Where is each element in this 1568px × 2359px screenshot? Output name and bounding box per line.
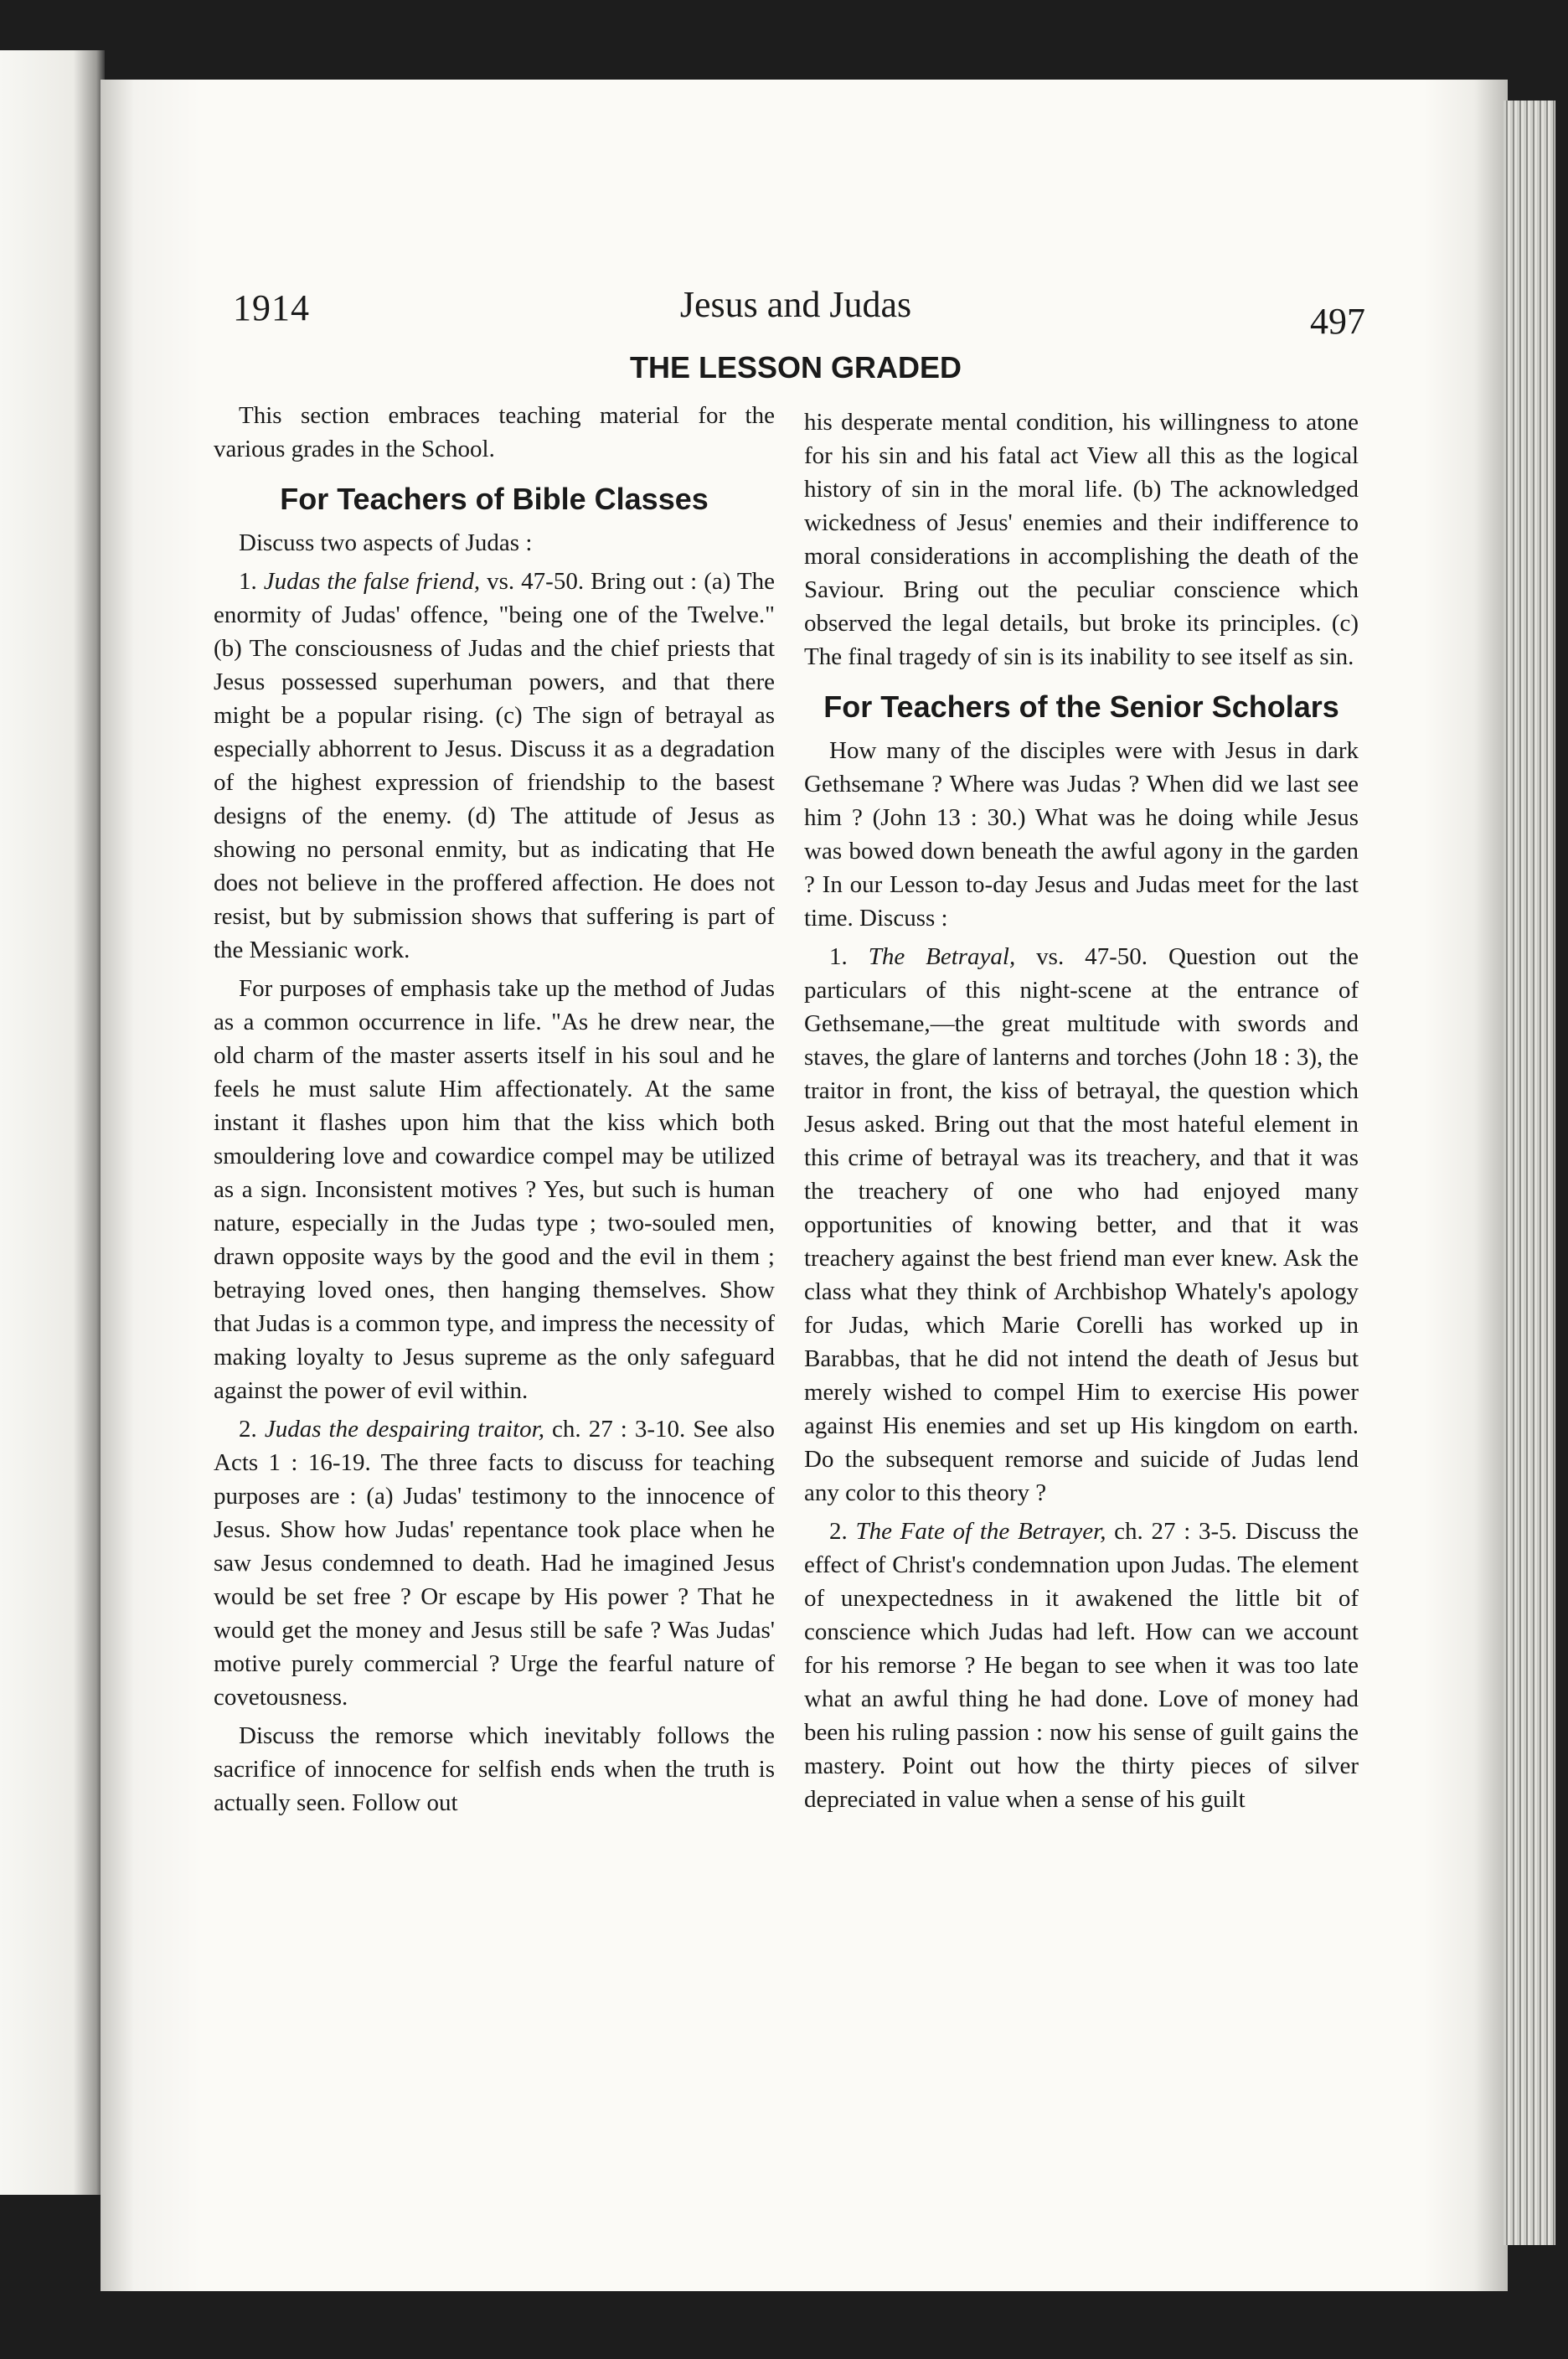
paragraph: 1. The Betrayal, vs. 47-50. Question out the particulars of this night-scene at the entrance of Gethsemane,—the great multitude with swords and staves, the glare of lanterns and torches (John 18 : 3), the traitor in front, the kiss of betrayal, the question which Jesus asked. Bring out that the most hateful element in this crime of betrayal was its treachery, and that it was the treachery of one who had enjoyed many opportunities of knowing better, and that it was treachery against the best friend man ever knew. Ask the class what they think of Archbishop Whately's apology for Judas, which Marie Corelli has worked up in Barabbas, that he did not intend the death of Jesus but merely wished to compel Him to exercise His power against His enemies and set up His kingdom on earth. Do the subsequent remorse and suicide of Judas lend any color to this theory ?: [804, 943, 1359, 1506]
running-header: [226, 283, 1365, 342]
bible-classes-heading: For Teachers of Bible Classes: [280, 482, 709, 516]
paragraph: 1. Judas the false friend, vs. 47-50. Bring out : (a) The enormity of Judas' offence, "being one of the Twelve." (b) The consciousness of Judas and the chief priests that Jesus possessed superhuman powers, and that there might be a popular rising. (c) The sign of betrayal as especially abhorrent to Jesus. Discuss it as a degradation of the highest expression of friendship to the basest designs of the enemy. (d) The attitude of Jesus as showing no personal enmity, but as indicating that He does not believe in the proffered affection. He does not resist, but by submission shows that suffering is part of the Messianic work.: [214, 568, 775, 963]
paragraph: For purposes of emphasis take up the method of Judas as a common occurrence in life. "As he drew near, the old charm of the master asserts itself in his soul and he feels he must salute Him affectionately. At the same instant it flashes upon him that the kiss which both smouldering love and cowardice compel may be utilized as a sign. Inconsistent motives ? Yes, but such is human nature, especially in the Judas type ; two-souled men, drawn opposite ways by the good and the evil in them ; betraying loved ones, then hanging themselves. Show that Judas is a common type, and impress the necessity of making loyalty to Jesus supreme as the only safeguard against the power of evil within.: [214, 975, 775, 1404]
senior-scholars-heading: For Teachers of the Senior Scholars: [823, 689, 1339, 724]
header-year: 1914: [233, 287, 310, 328]
paragraph: Discuss the remorse which inevitably follows the sacrifice of innocence for selfish ends when the truth is actually seen. Follow out: [214, 1722, 775, 1816]
previous-page-edge: [0, 50, 105, 2195]
left-column: [214, 399, 775, 1825]
subtopic-title: The Betrayal,: [868, 943, 1016, 970]
right-column: [804, 405, 1359, 1821]
page-number: 497: [1310, 301, 1365, 342]
paragraph: his desperate mental condition, his willingness to atone for his sin and his fatal act View all this as the logical history of sin in the moral life. (b) The acknowledged wickedness of Jesus' enemies and their indifference to moral considerations in accomplishing the death of the Saviour. Bring out the peculiar conscience which observed the legal details, but broke its principles. (c) The final tragedy of sin is its inability to see itself as sin.: [804, 409, 1359, 670]
section-title: THE LESSON GRADED: [629, 350, 962, 385]
paragraph: 2. Judas the despairing traitor, ch. 27 : 3-10. See also Acts 1 : 16-19. The three facts to discuss for teaching purposes are : (a) Judas' testimony to the innocence of Jesus. Show how Judas' repentance took place when he saw Jesus condemned to death. Had he imagined Jesus would be set free ? Or escape by His power ? That he would get the money and Jesus still be safe ? Was Judas' motive purely commercial ? Urge the fearful nature of covetousness.: [214, 1416, 776, 1711]
book-page-edges: [1504, 101, 1555, 2245]
subtopic-title: Judas the false friend,: [263, 568, 481, 595]
subtopic-title: Judas the despairing traitor,: [264, 1416, 544, 1443]
paragraph: 2. The Fate of the Betrayer, ch. 27 : 3-5. Discuss the effect of Christ's condemnation upon Judas. The element of unexpectedness in it awakened the little bit of conscience which Judas had left. How can we account for his remorse ? He began to see when it was too late what an awful thing he had done. Love of money had been his ruling passion : now his sense of guilt gains the mastery. Point out how the thirty pieces of silver depreciated in value when a sense of his guilt: [804, 1518, 1359, 1813]
subtopic-title: The Fate of the Betrayer,: [855, 1518, 1106, 1545]
paragraph: Discuss two aspects of Judas :: [239, 529, 533, 556]
intro-paragraph: This section embraces teaching material for the various grades in the School.: [214, 402, 775, 462]
header-title: Jesus and Judas: [679, 284, 912, 325]
paragraph: How many of the disciples were with Jesus in dark Gethsemane ? Where was Judas ? When did we last see him ? (John 13 : 30.) What was he doing while Jesus was bowed down beneath the awful agony in the garden ? In our Lesson to-day Jesus and Judas meet for the last time. Discuss :: [804, 737, 1359, 932]
